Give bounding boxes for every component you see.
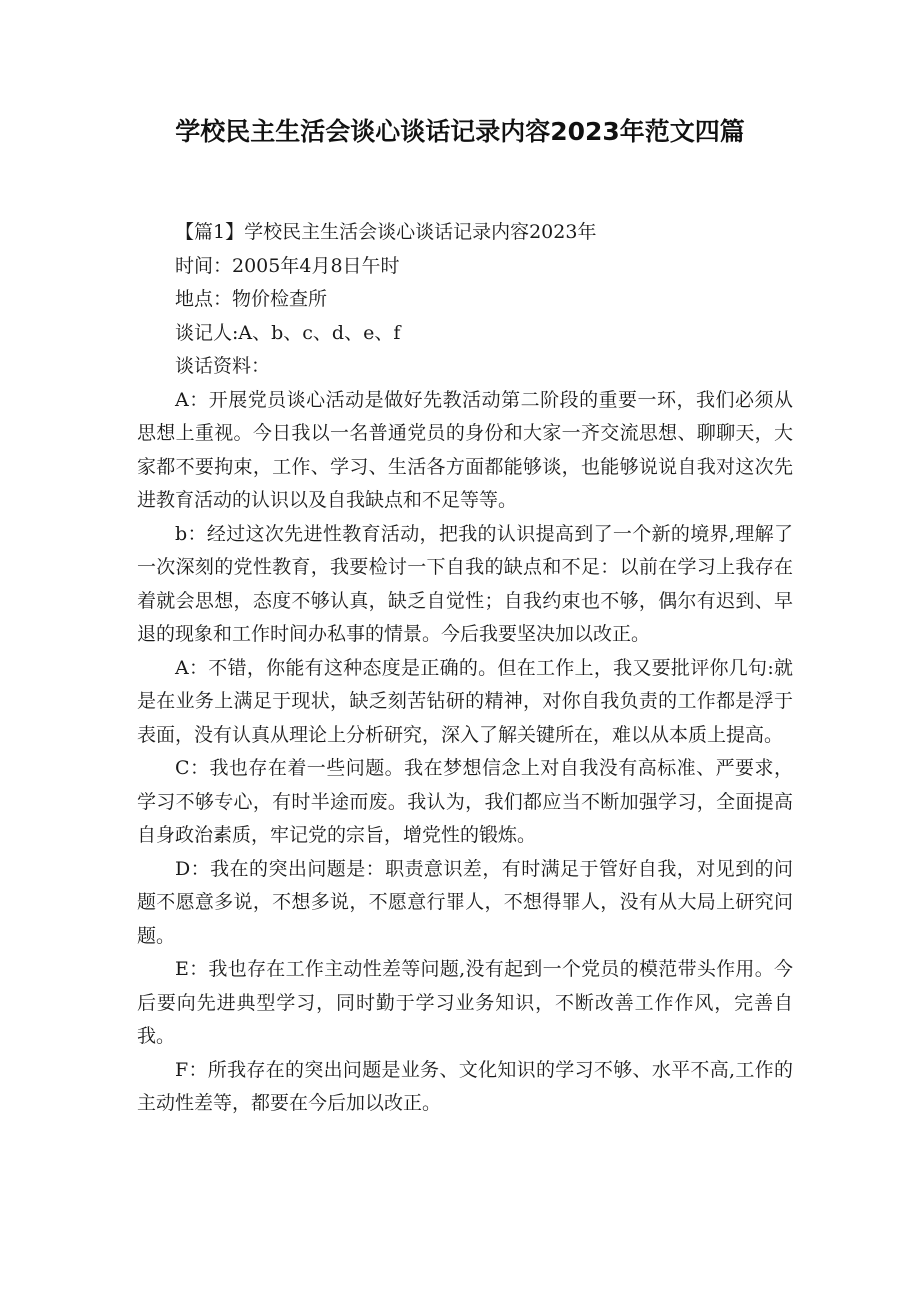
document-body (137, 216, 793, 1121)
participants-line: 谈记人:A、b、c、d、e、f (175, 321, 401, 344)
content-label: 谈话资料： (175, 355, 271, 377)
paragraph-speaker-f: F：所我存在的突出问题是业务、文化知识的学习不够、水平不高,工作的主动性差等，都要在今后加以改正。 (137, 1058, 793, 1114)
paragraph-speaker-a-2: A：不错，你能有这种态度是正确的。但在工作上，我又要批评你几句:就是在业务上满足于现状，缺乏刻苦钻研的精神，对你自我负责的工作都是浮于表面，没有认真从理论上分析研究，深入了解关键所在，难以从本质上提高。 (137, 656, 793, 746)
time-line: 时间：2005年4月8日午时 (175, 254, 400, 277)
paragraph-speaker-b: b：经过这次先进性教育活动，把我的认识提高到了一个新的境界,理解了一次深刻的党性教育，我要检讨一下自我的缺点和不足：以前在学习上我存在着就会思想，态度不够认真，缺乏自觉性；自我约束也不够，偶尔有迟到、早退的现象和工作时间办私事的情景。今后我要坚决加以改正。 (137, 522, 793, 645)
paragraph-speaker-e: E：我也存在工作主动性差等问题,没有起到一个党员的模范带头作用。今后要向先进典型学习，同时勤于学习业务知识，不断改善工作作风，完善自我。 (137, 958, 793, 1047)
paragraph-speaker-a-1: A：开展党员谈心活动是做好先教活动第二阶段的重要一环，我们必须从思想上重视。今日我以一名普通党员的身份和大家一齐交流思想、聊聊天，大家都不要拘束，工作、学习、生活各方面都能够谈，也能够说说自我对这次先进教育活动的认识以及自我缺点和不足等等。 (137, 388, 793, 511)
paragraph-speaker-c: C：我也存在着一些问题。我在梦想信念上对自我没有高标准、严要求，学习不够专心，有时半途而废。我认为，我们都应当不断加强学习，全面提高自身政治素质，牢记党的宗旨，增党性的锻炼。 (137, 757, 793, 846)
place-line: 地点：物价检查所 (175, 288, 328, 310)
section-heading: 【篇1】学校民主生活会谈心谈话记录内容2023年 (175, 221, 597, 243)
paragraph-speaker-d: D：我在的突出问题是：职责意识差，有时满足于管好自我，对见到的问题不愿意多说，不想多说，不愿意行罪人，不想得罪人，没有从大局上研究问题。 (137, 857, 793, 947)
document-title: 学校民主生活会谈心谈话记录内容2023年范文四篇 (175, 117, 745, 146)
